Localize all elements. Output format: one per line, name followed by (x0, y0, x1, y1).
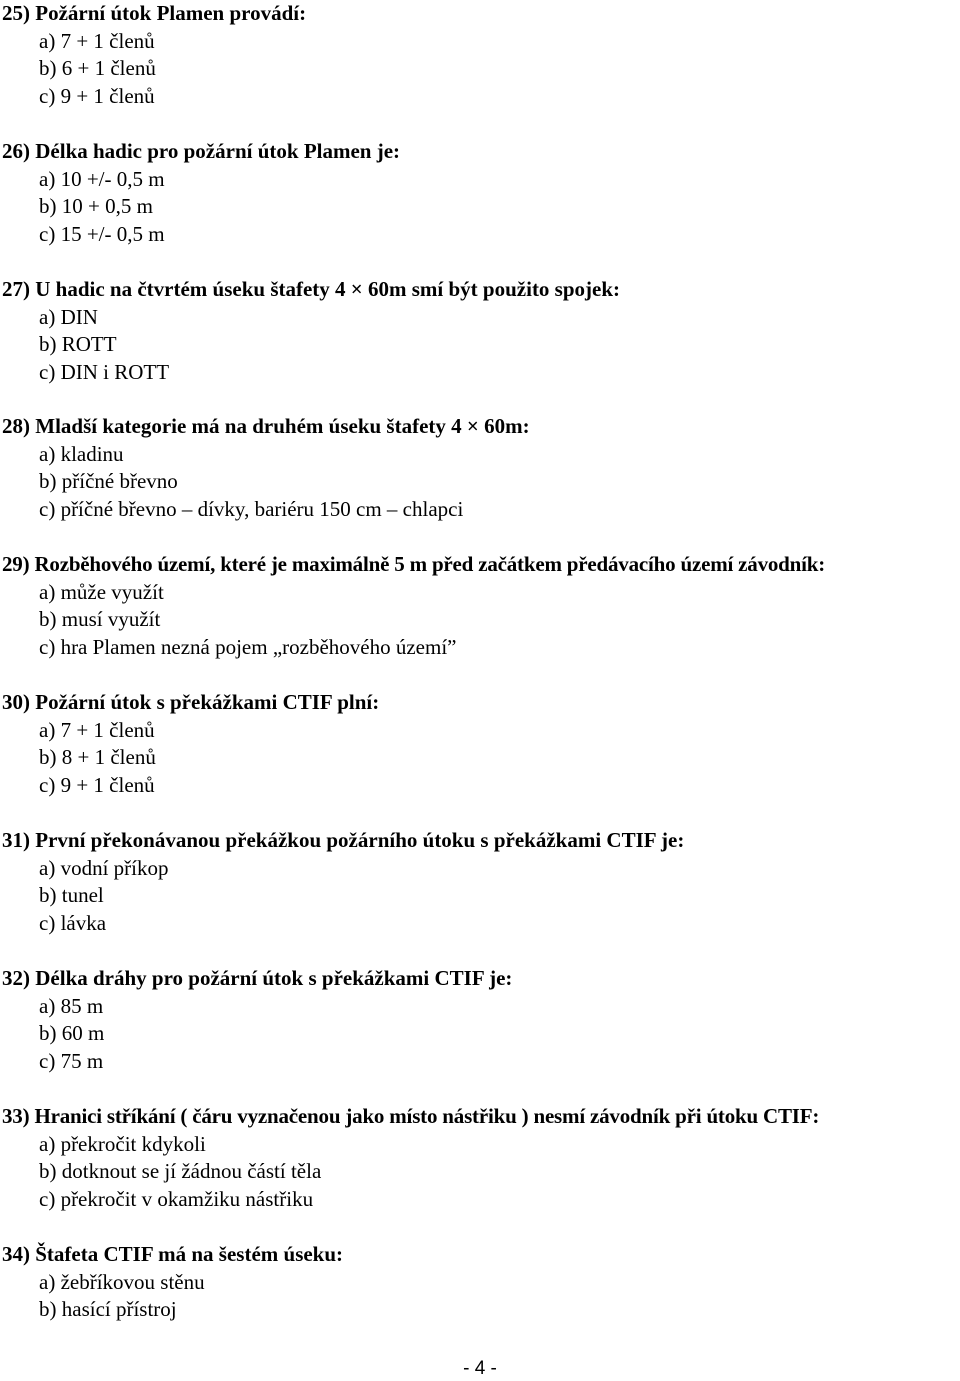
answer-option: a) DIN (39, 304, 98, 329)
answer-option: b) dotknout se jí žádnou částí těla (39, 1159, 322, 1183)
answer-option: c) příčné břevno – dívky, bariéru 150 cm – chlapci (39, 496, 464, 521)
question-title: 31) První překonávanou překážkou požárního útoku s překážkami CTIF je: (2, 828, 685, 852)
answer-option: b) musí využít (39, 607, 161, 631)
question-28 (2, 413, 958, 523)
question-25 (2, 0, 958, 110)
answer-option: c) 9 + 1 členů (39, 772, 155, 797)
answer-option: a) žebříkovou stěnu (39, 1269, 205, 1294)
answer-option: b) 6 + 1 členů (39, 56, 156, 80)
question-title: 25) Požární útok Plamen provádí: (2, 1, 307, 25)
answer-option: a) 85 m (39, 993, 104, 1018)
answer-option: c) lávka (39, 910, 107, 935)
answer-option: a) překročit kdykoli (39, 1131, 206, 1156)
answer-option: b) 60 m (39, 1021, 105, 1045)
question-title: 29) Rozběhového území, které je maximálně 5 m před začátkem předávacího území závodník: (2, 552, 826, 576)
answer-option: a) 7 + 1 členů (39, 28, 155, 53)
answer-option: c) 75 m (39, 1048, 104, 1073)
answer-option: b) příčné břevno (39, 469, 178, 493)
answer-option: a) vodní příkop (39, 855, 169, 880)
answer-option: c) překročit v okamžiku nástřiku (39, 1186, 314, 1211)
answer-option: a) 10 +/- 0,5 m (39, 166, 165, 191)
question-33 (2, 1103, 958, 1213)
question-title: 30) Požární útok s překážkami CTIF plní: (2, 690, 380, 714)
question-27 (2, 276, 958, 386)
answer-option: b) hasící přístroj (39, 1297, 177, 1321)
question-34 (2, 1241, 958, 1324)
question-26 (2, 138, 958, 248)
question-title: 34) Štafeta CTIF má na šestém úseku: (2, 1242, 344, 1266)
answer-option: c) hra Plamen nezná pojem „rozběhového území” (39, 634, 457, 659)
page-number: - 4 - (463, 1358, 497, 1379)
answer-option: c) DIN i ROTT (39, 359, 170, 384)
answer-option: b) tunel (39, 883, 104, 907)
question-title: 26) Délka hadic pro požární útok Plamen je: (2, 139, 401, 163)
answer-option: b) 10 + 0,5 m (39, 194, 153, 218)
question-title: 32) Délka dráhy pro požární útok s překážkami CTIF je: (2, 966, 513, 990)
answer-option: b) ROTT (39, 332, 117, 356)
answer-option: c) 9 + 1 členů (39, 83, 155, 108)
question-title: 27) U hadic na čtvrtém úseku štafety 4 × 60m smí být použito spojek: (2, 277, 621, 301)
question-title: 28) Mladší kategorie má na druhém úseku štafety 4 × 60m: (2, 414, 530, 438)
answer-option: c) 15 +/- 0,5 m (39, 221, 165, 246)
answer-option: a) může využít (39, 579, 164, 604)
question-title: 33) Hranici stříkání ( čáru vyznačenou jako místo nástřiku ) nesmí závodník při útoku CTIF: (2, 1104, 820, 1128)
question-29 (2, 551, 958, 661)
question-32 (2, 965, 958, 1075)
question-31 (2, 827, 958, 937)
answer-option: a) 7 + 1 členů (39, 717, 155, 742)
answer-option: a) kladinu (39, 441, 124, 466)
answer-option: b) 8 + 1 členů (39, 745, 156, 769)
question-30 (2, 689, 958, 799)
